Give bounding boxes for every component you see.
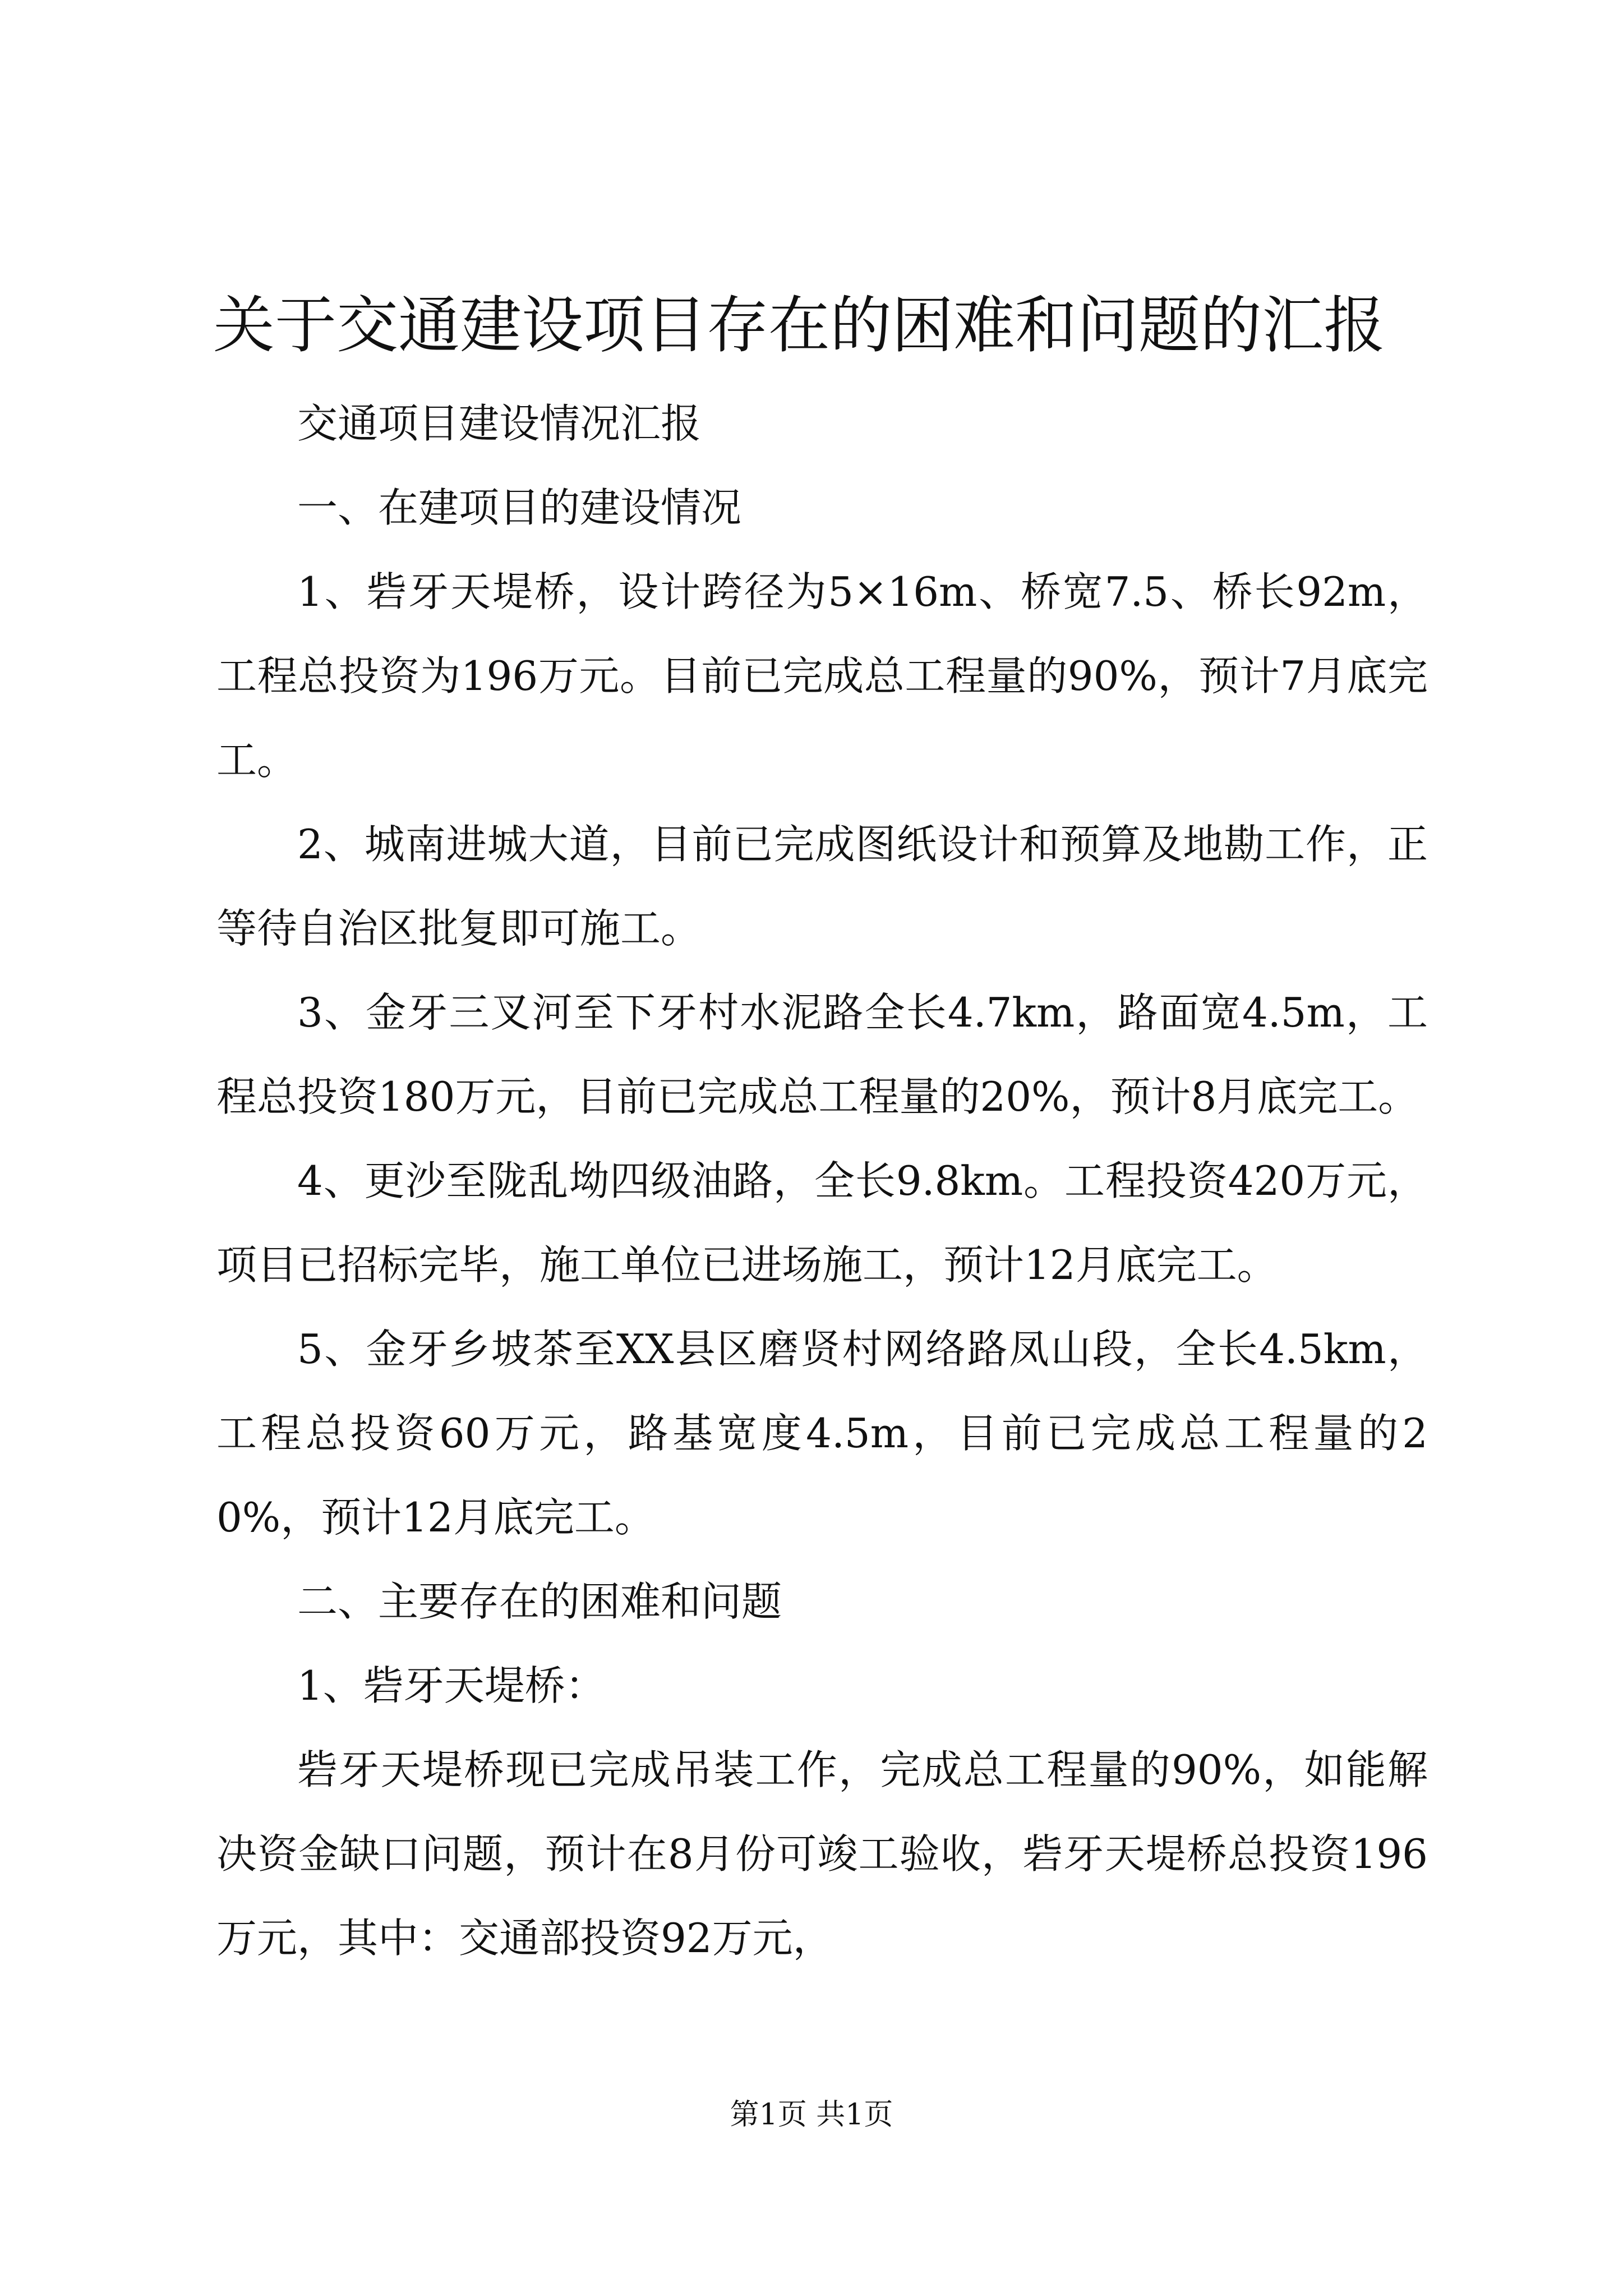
section-heading-2: 二、主要存在的困难和问题 (297, 1578, 782, 1625)
subsection-heading-1: 1、砦牙天堤桥： (297, 1662, 606, 1709)
paragraph-item-5: 5、金牙乡坡茶至XX县区磨贤村网络路凤山段，全长4.5km，工程总投资60万元，路基宽度4.5m，目前已完成总工程量的20%，预计12月底完工。 (216, 1326, 1428, 1541)
document-title: 关于交通建设项目存在的困难和问题的汇报 (213, 289, 1385, 361)
paragraph-item-4: 4、更沙至陇乱坳四级油路，全长9.8km。工程投资420万元，项目已招标完毕，施工单位已进场施工，预计12月底完工。 (216, 1157, 1428, 1289)
paragraph-item-2: 2、城南进城大道，目前已完成图纸设计和预算及地勘工作，正等待自治区批复即可施工。 (216, 821, 1428, 952)
document-body (216, 381, 1428, 1980)
paragraph-item-1: 1、砦牙天堤桥，设计跨径为5×16m、桥宽7.5、桥长92m，工程总投资为196万元。目前已完成总工程量的90%，预计7月底完工。 (216, 568, 1428, 784)
paragraph-subtitle: 交通项目建设情况汇报 (297, 400, 702, 447)
section-heading-1: 一、在建项目的建设情况 (297, 484, 742, 531)
page-footer: 第1页 共1页 (730, 2098, 893, 2132)
paragraph-item-3: 3、金牙三叉河至下牙村水泥路全长4.7km，路面宽4.5m，工程总投资180万元，目前已完成总工程量的20%，预计8月底完工。 (216, 989, 1428, 1120)
paragraph-problem-1: 砦牙天堤桥现已完成吊装工作，完成总工程量的90%，如能解决资金缺口问题，预计在8月份可竣工验收，砦牙天堤桥总投资196万元，其中：交通部投资92万元， (216, 1746, 1428, 1962)
